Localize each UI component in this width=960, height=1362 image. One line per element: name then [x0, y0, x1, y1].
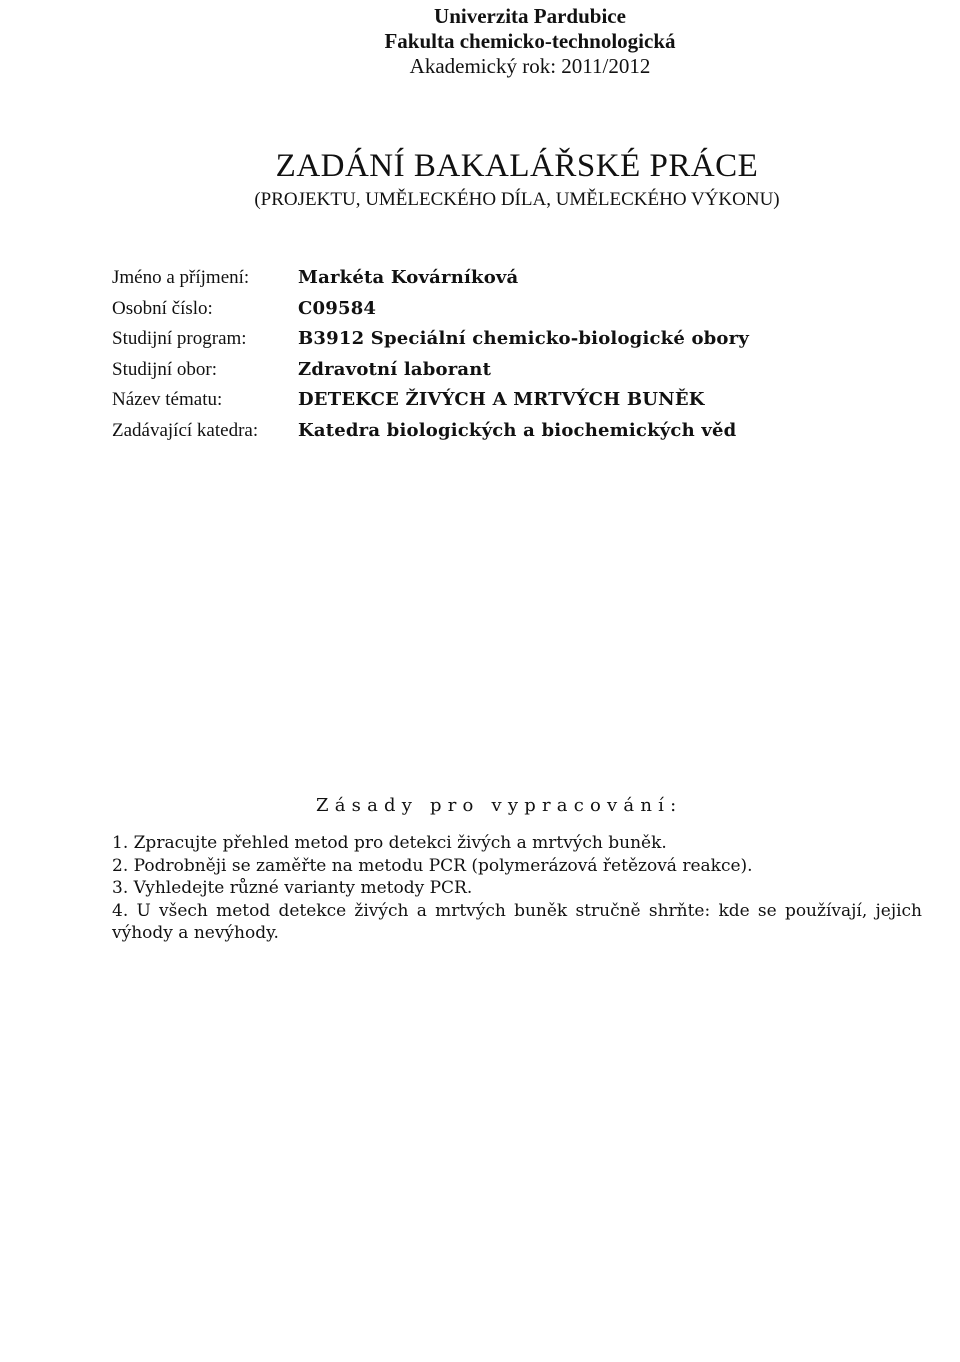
info-row-field: [112, 359, 749, 390]
info-label: Jméno a příjmení:: [112, 267, 250, 288]
info-value: C09584: [298, 297, 377, 319]
document-header: [0, 4, 960, 79]
info-row-personal-number: [112, 298, 749, 329]
info-row-name: [112, 267, 749, 298]
info-label: Osobní číslo:: [112, 297, 213, 319]
info-row-topic: [112, 389, 749, 420]
info-value: Katedra biologických a biochemických věd: [298, 419, 737, 441]
rules-list-item: 3. Vyhledejte různé varianty metody PCR.: [112, 878, 473, 899]
info-label: Zadávající katedra:: [112, 419, 259, 441]
rules-list-item: 4. U všech metod detekce živých a mrtvých buněk stručně shrňte: kde se používají, jejich výhody a nevýhody.: [112, 900, 922, 944]
rules-list-item: 2. Podrobněji se zaměřte na metodu PCR (polymerázová řetězová reakce).: [112, 855, 753, 876]
rules-heading: Zásady pro vypracování:: [316, 795, 683, 816]
rules-list-item: 1. Zpracujte přehled metod pro detekci živých a mrtvých buněk.: [112, 833, 667, 853]
document-title: ZADÁNÍ BAKALÁŘSKÉ PRÁCE: [275, 148, 759, 184]
academic-year: Akademický rok: 2011/2012: [409, 54, 651, 78]
info-row-department: [112, 420, 749, 451]
info-label: Název tématu:: [112, 389, 223, 410]
title-block: [0, 145, 960, 211]
info-label: Studijní program:: [112, 328, 247, 349]
info-value: Markéta Kovárníková: [298, 267, 519, 288]
info-value: DETEKCE ŽIVÝCH A MRTVÝCH BUNĚK: [298, 389, 705, 410]
info-value: Zdravotní laborant: [298, 358, 492, 380]
info-value: B3912 Speciální chemicko-biologické obory: [298, 328, 749, 349]
faculty-name: Fakulta chemicko-technologická: [384, 29, 676, 53]
university-name: Univerzita Pardubice: [434, 4, 626, 28]
info-row-study-program: [112, 328, 749, 359]
document-subtitle: (PROJEKTU, UMĚLECKÉHO DÍLA, UMĚLECKÉHO VÝKONU): [254, 189, 780, 210]
student-info-table: [112, 267, 749, 450]
info-label: Studijní obor:: [112, 358, 218, 380]
rules-list: [112, 832, 922, 945]
